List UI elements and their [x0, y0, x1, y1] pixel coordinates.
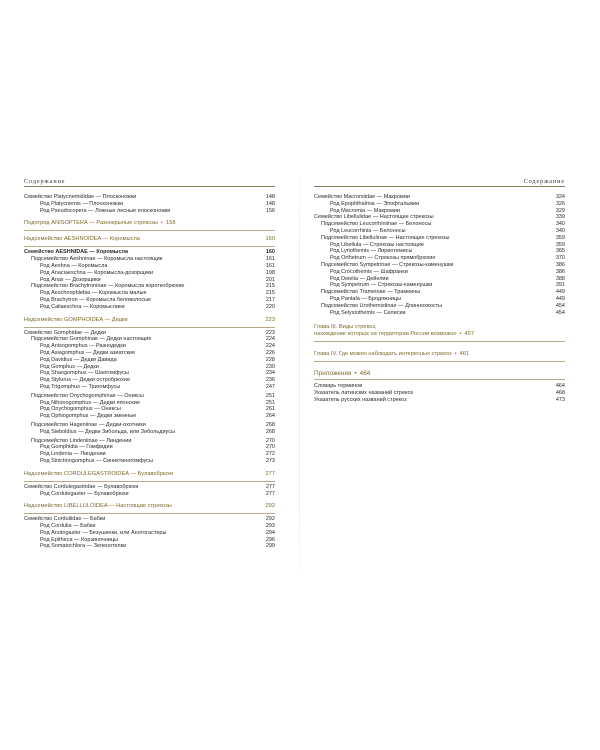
toc-entry-title: Подсемейство Urothemistinae — Длиннохвосты — [321, 302, 443, 309]
toc-entry-title: Семейство AESHNIDAE — Коромысла — [24, 249, 129, 256]
toc-entry-page: 268 — [265, 421, 275, 428]
toc-entry-page: 223 — [265, 329, 275, 336]
toc-entry[interactable] — [24, 458, 275, 465]
toc-entry-title: Подсемейство Libellulinae — Настоящие стрекозы — [321, 234, 450, 241]
toc-entry-title: Род Onychogomphus — Ониксы — [40, 406, 121, 413]
toc-entry-page: 201 — [265, 276, 275, 283]
toc-entry-page: 454 — [555, 309, 565, 316]
toc-entry-title: Род Sieboldius — Дедки Зибольда, или Зибольдиусы — [40, 428, 175, 435]
toc-entry-page: 161 — [265, 262, 275, 269]
toc-entry-page: 215 — [265, 283, 275, 290]
chapter-4-heading[interactable]: Глава IV. Где можно наблюдать интересных стрекоз • 461 — [314, 348, 565, 362]
toc-entry-page: 160 — [265, 249, 275, 256]
toc-entry-title: Подсемейство Gomphinae — Дедки настоящие — [31, 336, 152, 343]
toc-entry[interactable] — [24, 256, 275, 263]
toc-entry-title: Семейство Macromiidae — Макромии — [314, 194, 410, 200]
toc-entry-page: 228 — [265, 356, 275, 363]
toc-entry-page: 161 — [265, 256, 275, 263]
toc-entry-page: 217 — [265, 296, 275, 303]
toc-entry-title: Подсемейство Lindeniinae — Линдении — [31, 437, 132, 444]
toc-entry-page: 230 — [265, 363, 275, 370]
gomphoidea-entries-list — [24, 330, 275, 465]
toc-entry-title: Род Anaciaeschna — Коромысла-дозорщики — [40, 269, 154, 276]
toc-entry-page: 296 — [265, 536, 275, 543]
toc-entry-title: Семейство Platycnemididae — Плосконожки — [24, 194, 137, 200]
toc-entry-title: Род Lindenia — Линдении — [40, 451, 106, 458]
suborder-anisoptera-heading[interactable]: Подотряд ANISOPTERA — Разнокрылые стрекозы • 158 — [24, 217, 275, 231]
toc-entry-title: Род Lyriothemis — Лириотемисы — [330, 248, 413, 255]
toc-entry-page: 386 — [555, 261, 565, 268]
toc-entry[interactable] — [314, 242, 565, 249]
top-entries-list — [24, 194, 275, 214]
toc-entry-page: 324 — [555, 194, 565, 200]
toc-entry-title: Род Platycnemis — Плосконожки — [40, 200, 124, 207]
toc-entry-page: 449 — [555, 289, 565, 296]
toc-entry-page: 156 — [265, 207, 275, 214]
toc-entry-title: Род Leucorrhinia — Белоносы — [330, 227, 406, 234]
toc-entry[interactable] — [24, 350, 275, 357]
toc-entry-page: 148 — [265, 194, 275, 200]
toc-entry-title: Род Pantala — Бродяжницы — [330, 295, 401, 302]
toc-entry[interactable] — [314, 221, 565, 228]
toc-entry-title: Подсемейство Sympetrinae — Стрекозы-каменушки — [321, 261, 454, 268]
toc-entry-title: Подсемейство Leucorrhiniinae — Белоносы — [321, 221, 432, 228]
toc-entry[interactable] — [24, 451, 275, 458]
toc-entry[interactable] — [314, 276, 565, 283]
toc-entry-title: Род Cordulegaster — Булавобрюхи — [40, 490, 129, 497]
superfamily-aeshnoidea-heading[interactable]: Надсемейство AESHNOIDEA — Коромысла 160 — [24, 233, 275, 247]
toc-entry-title: Указатель русских названий стрекоз — [314, 396, 407, 403]
toc-entry-title: Подсемейство Hageniinae — Дедки-охотники — [31, 421, 146, 428]
libelluloidea-continued-list — [314, 194, 565, 316]
toc-entry[interactable] — [24, 393, 275, 400]
toc-entry-page: 236 — [265, 377, 275, 384]
toc-entry-title: Род Pseudocopera — Ложные лесные плосконожки — [40, 207, 171, 214]
toc-entry-page: 226 — [265, 349, 275, 356]
toc-entry-page: 264 — [265, 413, 275, 420]
toc-entry-title: Подсемейство Trameinae — Трамеины — [321, 289, 421, 296]
toc-entry[interactable] — [314, 397, 565, 404]
toc-entry-title: Род Sinictinogomphus — Синиктиногомфусы — [40, 457, 153, 464]
toc-entry-page: 292 — [265, 516, 275, 523]
toc-entry[interactable] — [24, 444, 275, 451]
toc-entry[interactable] — [24, 357, 275, 364]
toc-entry-page: 388 — [555, 275, 565, 282]
toc-entry-page: 270 — [265, 444, 275, 451]
toc-entry-title: Род Epitheca — Корзиночницы — [40, 536, 118, 543]
toc-entry[interactable] — [24, 249, 275, 256]
toc-entry-title: Род Aeshna — Коромысла — [40, 262, 108, 269]
toc-entry[interactable] — [24, 406, 275, 413]
toc-entry-title: Семейство Libellulidae — Настоящие стрекозы — [314, 214, 434, 221]
toc-entry-page: 370 — [555, 255, 565, 262]
toc-entry[interactable] — [314, 228, 565, 235]
superfamily-cordulegastroidea-heading[interactable]: Надсемейство CORDULEGASTROIDEA — Булавобрюхи 277 — [24, 468, 275, 482]
toc-entry-title: Род Epophthalmia — Эпофтальмии — [330, 200, 420, 207]
toc-entry-title: Род Ophiogomphus — Дедки змеиные — [40, 413, 137, 420]
toc-entry[interactable] — [24, 413, 275, 420]
toc-entry-title: Род Asiagomphus — Дедки азиатские — [40, 349, 136, 356]
toc-entry[interactable] — [314, 289, 565, 296]
toc-entry[interactable] — [314, 255, 565, 262]
toc-entry-page: 340 — [555, 221, 565, 228]
toc-entry[interactable] — [24, 537, 275, 544]
toc-entry-title: Род Stylurus — Дедки остробрюхие — [40, 377, 131, 384]
cordulegastroidea-entries-list — [24, 484, 275, 498]
toc-entry-page: 339 — [555, 214, 565, 221]
toc-entry-page: 273 — [265, 457, 275, 464]
toc-entry-title: Род Sympetrum — Стрекозы-каменушки — [330, 282, 433, 289]
right-page — [314, 177, 565, 404]
toc-entry-page: 386 — [555, 268, 565, 275]
toc-entry-page: 293 — [265, 523, 275, 530]
superfamily-gomphoidea-heading[interactable]: Надсемейство GOMPHOIDEA — Дедки 223 — [24, 314, 275, 328]
toc-entry-title: Род Anotogaster — Безушинки, или Анотогастеры — [40, 529, 167, 536]
toc-entry-title: Словарь терминов — [314, 383, 363, 390]
toc-entry[interactable] — [314, 310, 565, 317]
toc-entry[interactable] — [314, 303, 565, 310]
appendices-heading[interactable]: Приложения • 464 — [314, 364, 565, 380]
toc-entry-page: 365 — [555, 248, 565, 255]
toc-entry-page: 215 — [265, 290, 275, 297]
toc-entry[interactable] — [24, 400, 275, 407]
toc-entry-page: 224 — [265, 336, 275, 343]
toc-entry[interactable] — [314, 383, 565, 390]
toc-entry-title: Подсемейство Onychogomphinae — Ониксы — [31, 392, 144, 399]
aeshnoidea-entries-list — [24, 249, 275, 310]
toc-entry[interactable] — [24, 377, 275, 384]
toc-entry-title: Род Deielia — Дейелии — [330, 275, 389, 282]
toc-entry-page: 449 — [555, 295, 565, 302]
toc-entry-title: Род Nihonogomphus — Дедки японские — [40, 399, 140, 406]
toc-entry[interactable] — [24, 364, 275, 371]
toc-entry-page: 251 — [265, 399, 275, 406]
toc-entry[interactable] — [24, 201, 275, 208]
toc-entry-title: Род Gomphus — Дедки — [40, 363, 99, 370]
chapter-3-heading[interactable]: Глава III. Виды стрекоз, нахождение которых на территории России возможно • 457 — [314, 321, 565, 342]
running-header: Содержание — [24, 177, 275, 187]
page-fold — [299, 160, 300, 590]
superfamily-libelluloidea-heading[interactable]: Надсемейство LIBELLULOIDEA — Настоящие стрекозы 292 — [24, 500, 275, 514]
toc-entry-title: Род Shaogomphus — Шаогомфусы — [40, 370, 129, 377]
toc-entry[interactable] — [314, 194, 565, 201]
toc-entry-title: Род Libellula — Стрекозы настоящие — [330, 241, 424, 248]
toc-entry-title: Род Crocothemis — Шафранки — [330, 268, 408, 275]
toc-entry[interactable] — [24, 290, 275, 297]
toc-entry[interactable] — [24, 530, 275, 537]
toc-entry-page: 340 — [555, 227, 565, 234]
toc-entry-page: 454 — [555, 302, 565, 309]
toc-entry-page: 468 — [555, 390, 565, 397]
toc-entry-page: 359 — [555, 234, 565, 241]
toc-entry-page: 224 — [265, 343, 275, 350]
toc-entry-title: Подсемейство Brachytroninae — Коромысла короткобрюхие — [31, 283, 185, 290]
toc-entry[interactable] — [314, 262, 565, 269]
left-page — [24, 177, 275, 550]
running-header: Содержание — [314, 177, 565, 187]
toc-entry-page: 234 — [265, 370, 275, 377]
toc-entry[interactable] — [314, 208, 565, 215]
toc-entry-page: 268 — [265, 428, 275, 435]
toc-entry[interactable] — [24, 304, 275, 311]
toc-entry[interactable] — [24, 336, 275, 343]
appendices-entries-list — [314, 383, 565, 403]
toc-entry-page: 270 — [265, 437, 275, 444]
toc-entry[interactable] — [314, 235, 565, 242]
toc-entry-title: Род Davidius — Дедки Давида — [40, 356, 117, 363]
toc-entry[interactable] — [24, 523, 275, 530]
toc-entry-page: 277 — [265, 490, 275, 497]
toc-entry[interactable] — [24, 330, 275, 337]
toc-entry-page: 464 — [555, 383, 565, 390]
toc-entry-title: Род Somatochlora — Зеленотелки — [40, 543, 127, 550]
toc-entry[interactable] — [24, 516, 275, 523]
toc-entry[interactable] — [314, 282, 565, 289]
toc-entry-page: 220 — [265, 303, 275, 310]
toc-entry[interactable] — [314, 248, 565, 255]
toc-entry-page: 198 — [265, 269, 275, 276]
toc-entry-title: Семейство Corduliidae — Бабки — [24, 516, 106, 523]
toc-entry-page: 148 — [265, 200, 275, 207]
toc-entry[interactable] — [24, 484, 275, 491]
toc-entry[interactable] — [314, 269, 565, 276]
toc-entry-title: Указатель латинских названий стрекоз — [314, 390, 414, 397]
toc-entry-page: 272 — [265, 451, 275, 458]
toc-entry[interactable] — [24, 370, 275, 377]
toc-entry[interactable] — [24, 343, 275, 350]
toc-entry-title: Род Gomphidia — Гомфидии — [40, 444, 113, 451]
toc-entry-page: 261 — [265, 406, 275, 413]
toc-entry[interactable] — [314, 214, 565, 221]
toc-entry-page: 391 — [555, 282, 565, 289]
toc-entry-title: Род Aeschnophlebia — Коромысла малые — [40, 290, 147, 297]
toc-entry[interactable] — [24, 277, 275, 284]
toc-entry-page: 294 — [265, 529, 275, 536]
toc-entry[interactable] — [24, 263, 275, 270]
toc-entry-title: Семейство Gomphidae — Дедки — [24, 329, 107, 336]
toc-entry-page: 247 — [265, 383, 275, 390]
toc-entry-title: Род Cordulia — Бабки — [40, 523, 96, 530]
toc-entry[interactable] — [24, 438, 275, 445]
toc-entry[interactable] — [24, 384, 275, 391]
toc-entry[interactable] — [314, 296, 565, 303]
toc-entry-title: Род Trigomphus — Тригомфусы — [40, 383, 121, 390]
toc-entry[interactable] — [314, 390, 565, 397]
toc-entry-title: Семейство Cordulegastridae — Булавобрюхи — [24, 483, 139, 490]
toc-entry-title: Подсемейство Aeshninae — Коромысла настоящие — [31, 256, 163, 263]
toc-entry-title: Род Orthetrum — Стрекозы прямобрюхие — [330, 255, 436, 262]
toc-entry[interactable] — [24, 283, 275, 290]
toc-entry-page: 326 — [555, 200, 565, 207]
toc-entry-page: 473 — [555, 396, 565, 403]
toc-entry[interactable] — [24, 422, 275, 429]
toc-entry-page: 329 — [555, 207, 565, 214]
toc-entry-title: Род Macromia — Макромии — [330, 207, 400, 214]
toc-entry-title: Род Brachytron — Коромысла беловолосые — [40, 296, 152, 303]
toc-entry[interactable] — [314, 201, 565, 208]
toc-entry[interactable] — [24, 194, 275, 201]
toc-entry[interactable] — [24, 429, 275, 436]
toc-entry[interactable] — [24, 543, 275, 550]
toc-entry-page: 359 — [555, 241, 565, 248]
libelluloidea-entries-list — [24, 516, 275, 550]
toc-entry-title: Род Selysiothemis — Селисии — [330, 309, 406, 316]
toc-entry[interactable] — [24, 297, 275, 304]
toc-entry-page: 299 — [265, 543, 275, 550]
toc-entry[interactable] — [24, 208, 275, 215]
toc-entry-page: 277 — [265, 483, 275, 490]
toc-entry-title: Род Anax — Дозорщики — [40, 276, 101, 283]
toc-entry-page: 251 — [265, 392, 275, 399]
toc-entry-title: Род Caliaeschna — Коромыслики — [40, 303, 125, 310]
toc-entry-title: Род Anisogomphus — Разнодедки — [40, 343, 126, 350]
toc-entry[interactable] — [24, 270, 275, 277]
toc-entry[interactable] — [24, 491, 275, 498]
